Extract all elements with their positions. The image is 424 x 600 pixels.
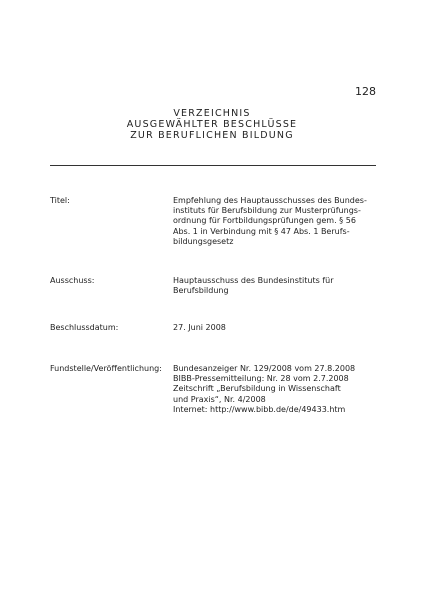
entry-value-line: instituts für Berufsbildung zur Musterprüfungs- (173, 206, 361, 216)
entry-value-line: Empfehlung des Hauptausschusses des Bundes- (173, 196, 367, 205)
entry-label: Titel: (50, 196, 70, 205)
heading-line-2: AUSGEWÄHLTER BESCHLÜSSE (126, 119, 298, 130)
entry-value-line: ordnung für Fortbildungsprüfungen gem. § 56 (173, 216, 356, 226)
entry-value-line: 27. Juni 2008 (173, 323, 226, 332)
horizontal-divider (50, 165, 376, 166)
page-number: 128 (355, 85, 376, 98)
heading-line-1: VERZEICHNIS (173, 108, 251, 119)
heading-line-3: ZUR BERUFLICHEN BILDUNG (130, 130, 294, 141)
entry-value (173, 323, 378, 333)
entry-value (173, 196, 378, 247)
entry-value-line: Berufsbildung (173, 286, 229, 296)
document-heading (50, 108, 374, 141)
entry-value-line: und Praxis“, Nr. 4/2008 (173, 394, 266, 404)
entry-label: Fundstelle/Veröffentlichung: (50, 364, 162, 373)
entry-value-line: Hauptausschuss des Bundesinstituts für (173, 276, 334, 285)
entry-label: Ausschuss: (50, 276, 95, 285)
entry-value (173, 364, 378, 415)
entry-value-line: BIBB-Pressemitteilung: Nr. 28 vom 2.7.2008 (173, 374, 349, 384)
entry-value-line: Internet: http://www.bibb.de/de/49433.htm (173, 404, 346, 414)
entry-value-line: Zeitschrift „Berufsbildung in Wissenschaft (173, 384, 341, 394)
entry-label: Beschlussdatum: (50, 323, 119, 332)
entry-value-line: bildungsgesetz (173, 236, 234, 246)
entry-value (173, 276, 378, 296)
entry-value-line: Bundesanzeiger Nr. 129/2008 vom 27.8.2008 (173, 364, 356, 373)
entry-value-line: Abs. 1 in Verbindung mit § 47 Abs. 1 Berufs- (173, 226, 350, 236)
